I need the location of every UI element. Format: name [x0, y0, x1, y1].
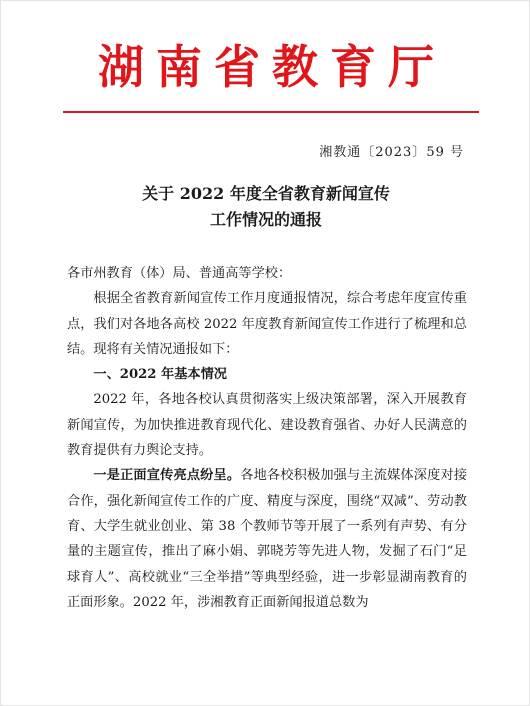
issuing-authority-header: 湖南省教育厅	[98, 40, 446, 94]
intro-paragraph: 根据全省教育新闻宣传工作月度通报情况，综合考虑年度宣传重点，我们对各地各高校 2022 年度教育新闻宣传工作进行了梳理和总结。现将有关情况通报如下：	[67, 291, 467, 357]
point-lead: 一是正面宣传亮点纷呈。	[93, 468, 241, 484]
salutation: 各市州教育（体）局、普通高等学校：	[67, 266, 292, 281]
document-number: 湘教通〔2023〕59 号	[319, 145, 464, 160]
document-title	[1, 181, 530, 233]
document-title-line-1: 关于 2022 年度全省教育新闻宣传	[142, 184, 390, 203]
point-paragraph	[67, 463, 467, 615]
red-header-rule	[63, 111, 479, 113]
document-title-line-2: 工作情况的通报	[209, 210, 322, 229]
point-text: 各地各校积极加强与主流媒体深度对接合作，强化新闻宣传工作的广度、精度与深度，围绕“双减”、劳动教育、大学生就业创业、第 38 个教师节等开展了一系列有声势、有分量的主题宣传，推出了麻小娟、郭晓芳等先进人物，发掘了石门“足球育人”、高校就业“三全举措”等典型经验，进一步彰显湖南教育的正面形象。2022 年，涉湘教育正面新闻报道总数为	[67, 468, 468, 610]
document-body	[67, 261, 467, 615]
section-paragraph: 2022 年，各地各校认真贯彻落实上级决策部署，深入开展教育新闻宣传，为加快推进教育现代化、建设教育强省、办好人民满意的教育提供有力舆论支持。	[67, 392, 467, 459]
section-heading: 一、2022 年基本情况	[93, 367, 227, 383]
